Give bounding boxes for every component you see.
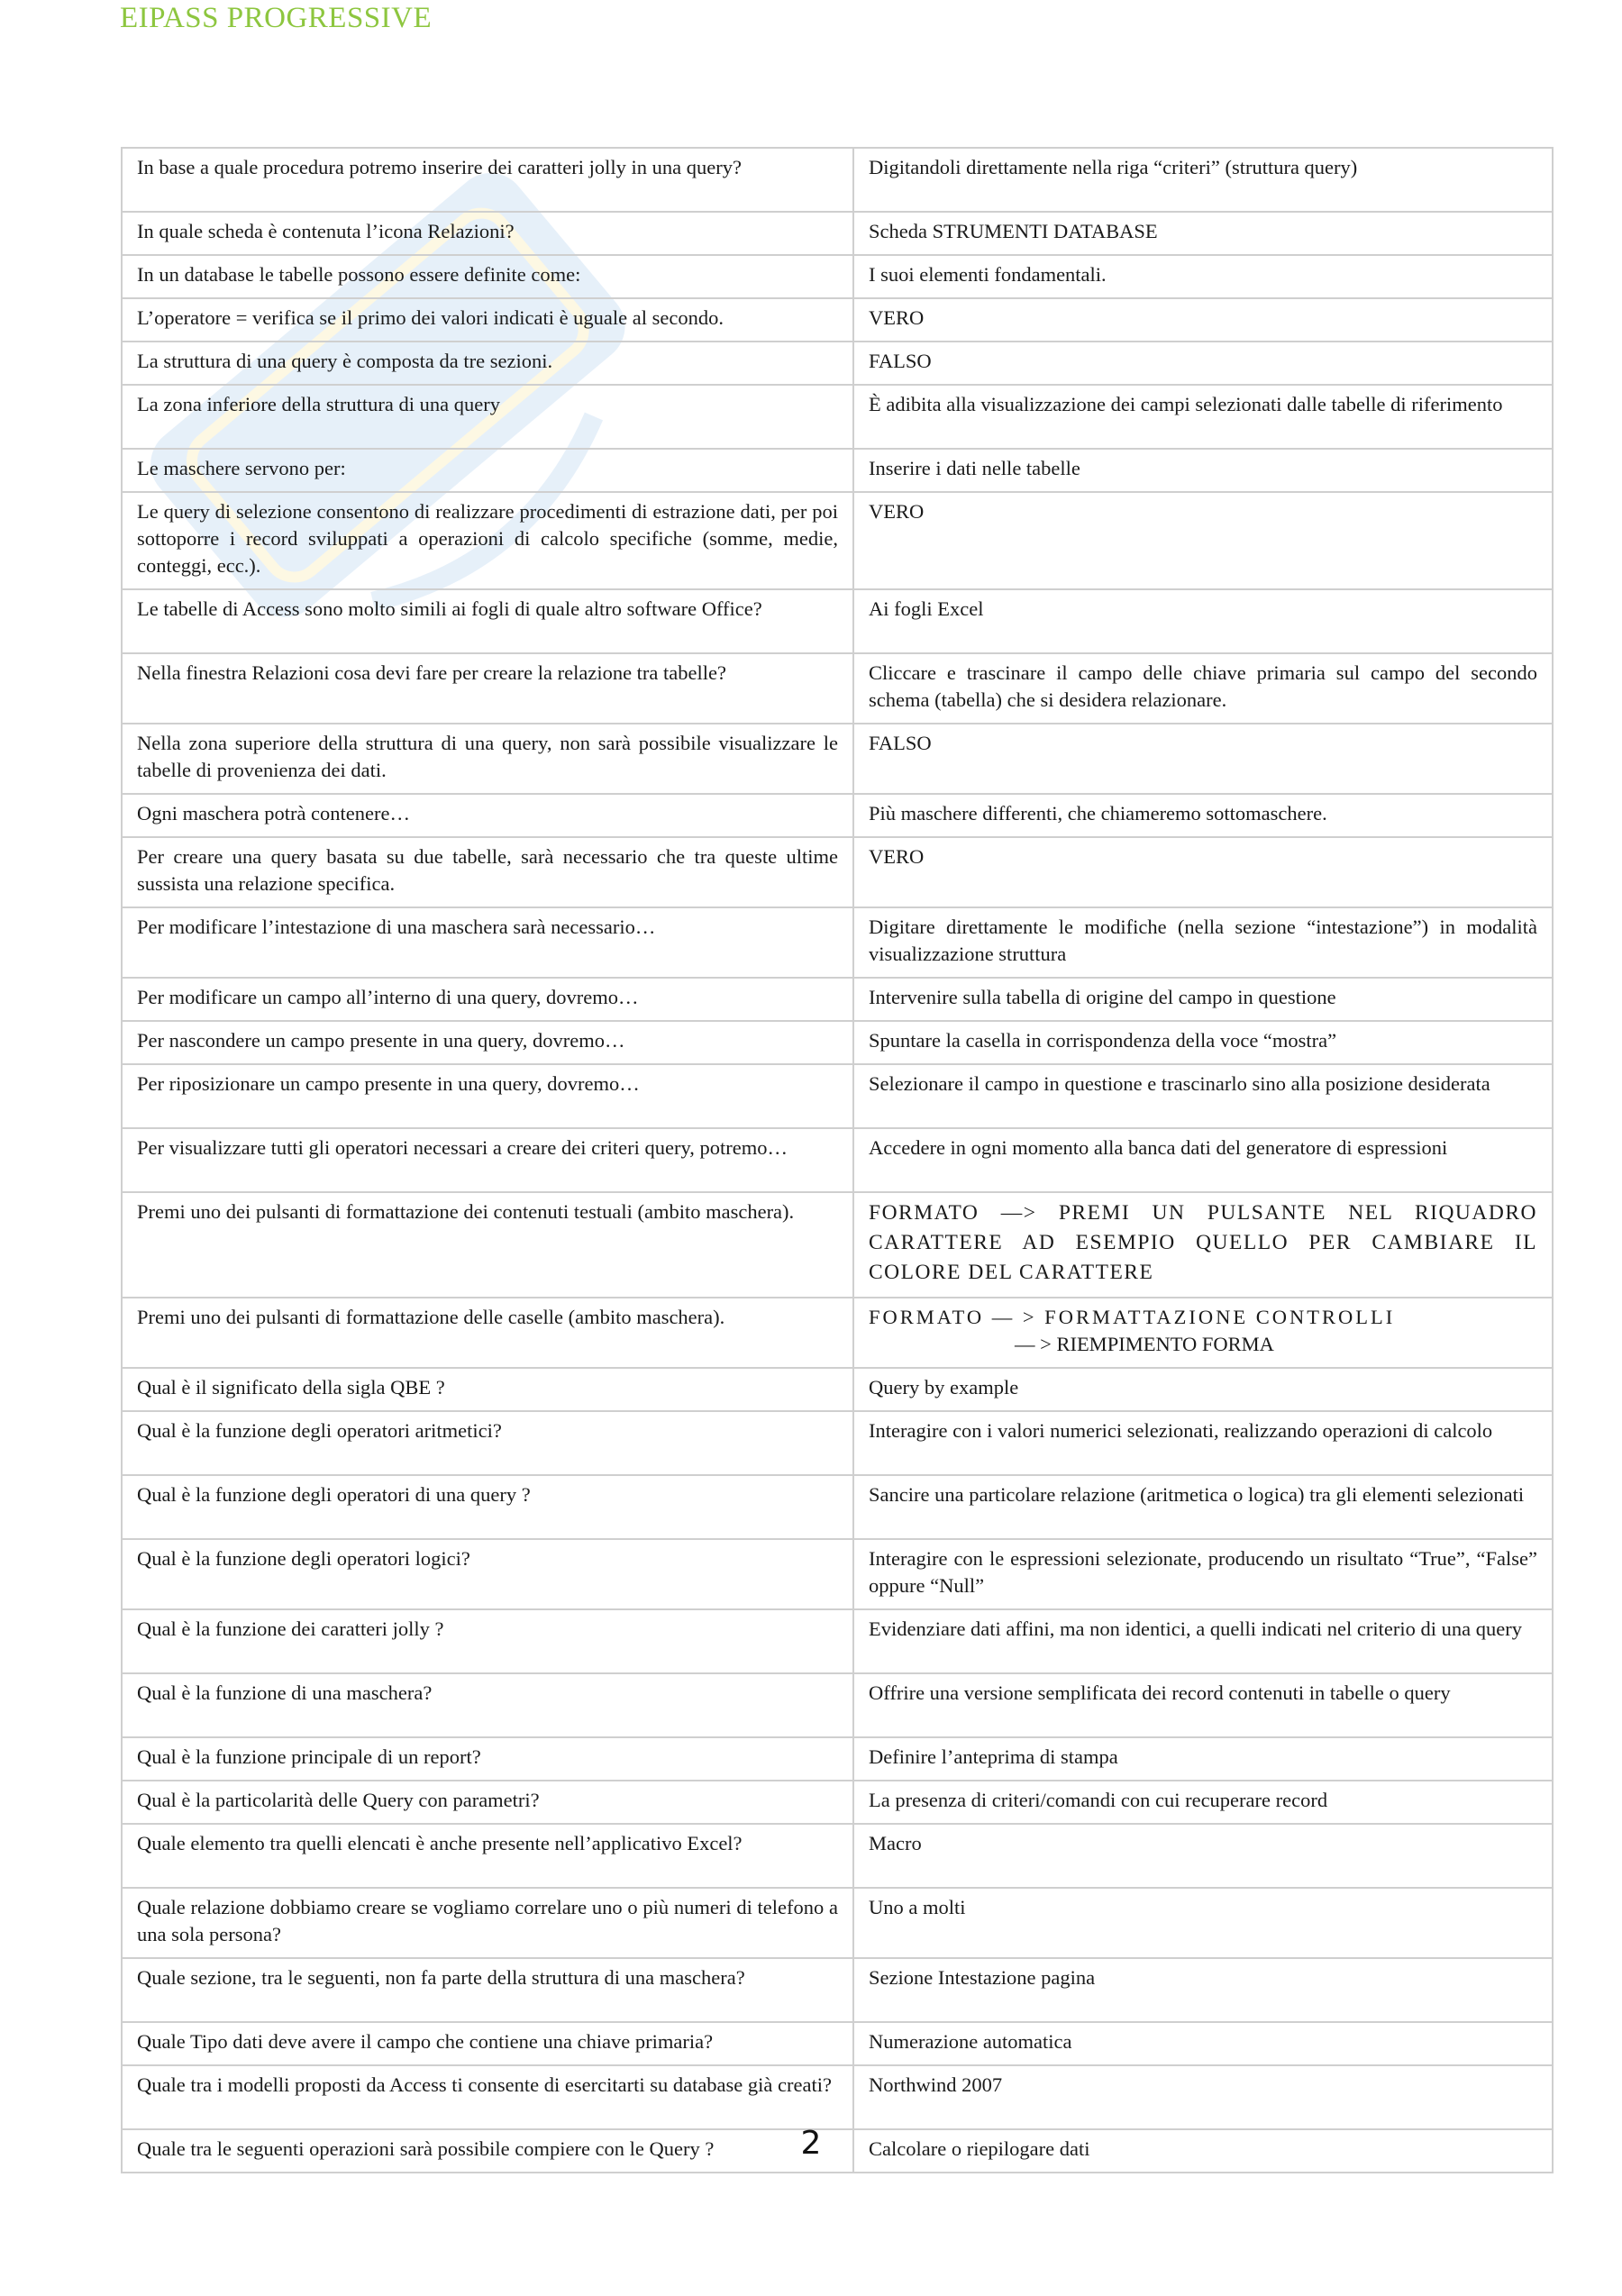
answer-cell: Accedere in ogni momento alla banca dati del generatore di espressioni bbox=[853, 1128, 1553, 1192]
table-row bbox=[122, 212, 1553, 255]
question-cell: Qual è la funzione di una maschera? bbox=[122, 1673, 853, 1737]
answer-cell: È adibita alla visualizzazione dei campi selezionati dalle tabelle di riferimento bbox=[853, 385, 1553, 449]
answer-cell: Digitare direttamente le modifiche (nella sezione “intestazione”) in modalità visualizzazione struttura bbox=[853, 907, 1553, 978]
table-row bbox=[122, 492, 1553, 589]
table-row bbox=[122, 2022, 1553, 2065]
question-cell: In un database le tabelle possono essere definite come: bbox=[122, 255, 853, 298]
page-number: 2 bbox=[800, 2125, 822, 2162]
question-cell: Per modificare un campo all’interno di una query, dovremo… bbox=[122, 978, 853, 1021]
answer-cell: Sezione Intestazione pagina bbox=[853, 1958, 1553, 2022]
answer-cell: Selezionare il campo in questione e trascinarlo sino alla posizione desiderata bbox=[853, 1064, 1553, 1128]
question-cell: Per creare una query basata su due tabelle, sarà necessario che tra queste ultime sussista una relazione specifica. bbox=[122, 837, 853, 907]
answer-cell: Interagire con i valori numerici selezionati, realizzando operazioni di calcolo bbox=[853, 1411, 1553, 1475]
table-row bbox=[122, 1298, 1553, 1368]
table-row bbox=[122, 1368, 1553, 1411]
question-cell: Quale relazione dobbiamo creare se vogliamo correlare uno o più numeri di telefono a una sola persona? bbox=[122, 1888, 853, 1958]
answer-cell: Inserire i dati nelle tabelle bbox=[853, 449, 1553, 492]
answer-cell: Evidenziare dati affini, ma non identici, a quelli indicati nel criterio di una query bbox=[853, 1609, 1553, 1673]
question-cell: Qual è la funzione dei caratteri jolly ? bbox=[122, 1609, 853, 1673]
question-cell: Ogni maschera potrà contenere… bbox=[122, 794, 853, 837]
answer-cell: Cliccare e trascinare il campo delle chiave primaria sul campo del secondo schema (tabella) che si desidera relazionare. bbox=[853, 653, 1553, 724]
question-cell: Nella finestra Relazioni cosa devi fare per creare la relazione tra tabelle? bbox=[122, 653, 853, 724]
answer-cell: FORMATO —> PREMI UN PULSANTE NEL RIQUADRO CARATTERE AD ESEMPIO QUELLO PER CAMBIARE IL COLORE DEL CARATTERE bbox=[853, 1192, 1553, 1298]
qa-table bbox=[121, 147, 1554, 2173]
question-cell: Quale sezione, tra le seguenti, non fa parte della struttura di una maschera? bbox=[122, 1958, 853, 2022]
question-cell: Qual è il significato della sigla QBE ? bbox=[122, 1368, 853, 1411]
table-row bbox=[122, 385, 1553, 449]
question-cell: Nella zona superiore della struttura di una query, non sarà possibile visualizzare le tabelle di provenienza dei dati. bbox=[122, 724, 853, 794]
question-cell: Le tabelle di Access sono molto simili ai fogli di quale altro software Office? bbox=[122, 589, 853, 653]
question-cell: Le query di selezione consentono di realizzare procedimenti di estrazione dati, per poi sottoporre i record sviluppati a operazioni di calcolo specifiche (somme, medie, conteggi, ecc.). bbox=[122, 492, 853, 589]
answer-line-1: FORMATO — > FORMATTAZIONE CONTROLLI bbox=[869, 1306, 1396, 1328]
answer-cell: Ai fogli Excel bbox=[853, 589, 1553, 653]
answer-cell: VERO bbox=[853, 837, 1553, 907]
table-row bbox=[122, 1609, 1553, 1673]
answer-cell bbox=[853, 1298, 1553, 1368]
table-row bbox=[122, 1888, 1553, 1958]
table-row bbox=[122, 255, 1553, 298]
table-row bbox=[122, 1781, 1553, 1824]
question-cell: Premi uno dei pulsanti di formattazione delle caselle (ambito maschera). bbox=[122, 1298, 853, 1368]
answer-cell: FALSO bbox=[853, 342, 1553, 385]
table-row bbox=[122, 1411, 1553, 1475]
table-row bbox=[122, 907, 1553, 978]
question-cell: La zona inferiore della struttura di una query bbox=[122, 385, 853, 449]
question-cell: Qual è la funzione degli operatori aritmetici? bbox=[122, 1411, 853, 1475]
table-row bbox=[122, 978, 1553, 1021]
table-row bbox=[122, 1539, 1553, 1609]
question-cell: Quale tra le seguenti operazioni sarà possibile compiere con le Query ? bbox=[122, 2129, 853, 2173]
answer-cell: Calcolare o riepilogare dati bbox=[853, 2129, 1553, 2173]
answer-cell: Intervenire sulla tabella di origine del campo in questione bbox=[853, 978, 1553, 1021]
table-row bbox=[122, 1737, 1553, 1781]
answer-cell: Macro bbox=[853, 1824, 1553, 1888]
answer-cell: Northwind 2007 bbox=[853, 2065, 1553, 2129]
table-row bbox=[122, 298, 1553, 342]
question-cell: La struttura di una query è composta da tre sezioni. bbox=[122, 342, 853, 385]
question-cell: Qual è la funzione principale di un report? bbox=[122, 1737, 853, 1781]
question-cell: Per riposizionare un campo presente in una query, dovremo… bbox=[122, 1064, 853, 1128]
question-cell: L’operatore = verifica se il primo dei valori indicati è uguale al secondo. bbox=[122, 298, 853, 342]
question-cell: Quale Tipo dati deve avere il campo che contiene una chiave primaria? bbox=[122, 2022, 853, 2065]
table-row bbox=[122, 2065, 1553, 2129]
table-row bbox=[122, 837, 1553, 907]
table-row bbox=[122, 1064, 1553, 1128]
document-header: EIPASS PROGRESSIVE bbox=[120, 2, 433, 34]
answer-cell: Digitandoli direttamente nella riga “criteri” (struttura query) bbox=[853, 148, 1553, 212]
table-row bbox=[122, 342, 1553, 385]
question-cell: In quale scheda è contenuta l’icona Relazioni? bbox=[122, 212, 853, 255]
table-row bbox=[122, 724, 1553, 794]
table-row bbox=[122, 1824, 1553, 1888]
question-cell: Per modificare l’intestazione di una maschera sarà necessario… bbox=[122, 907, 853, 978]
answer-line-2: — > RIEMPIMENTO FORMA bbox=[1015, 1333, 1274, 1355]
table-row bbox=[122, 653, 1553, 724]
question-cell: Qual è la funzione degli operatori di una query ? bbox=[122, 1475, 853, 1539]
question-cell: Quale elemento tra quelli elencati è anche presente nell’applicativo Excel? bbox=[122, 1824, 853, 1888]
answer-cell: Query by example bbox=[853, 1368, 1553, 1411]
answer-cell: Numerazione automatica bbox=[853, 2022, 1553, 2065]
answer-cell: VERO bbox=[853, 492, 1553, 589]
answer-cell: La presenza di criteri/comandi con cui recuperare record bbox=[853, 1781, 1553, 1824]
answer-cell: Spuntare la casella in corrispondenza della voce “mostra” bbox=[853, 1021, 1553, 1064]
answer-cell: Definire l’anteprima di stampa bbox=[853, 1737, 1553, 1781]
table-row bbox=[122, 449, 1553, 492]
question-cell: Per nascondere un campo presente in una query, dovremo… bbox=[122, 1021, 853, 1064]
question-cell: Per visualizzare tutti gli operatori necessari a creare dei criteri query, potremo… bbox=[122, 1128, 853, 1192]
table-row bbox=[122, 1128, 1553, 1192]
answer-cell: Uno a molti bbox=[853, 1888, 1553, 1958]
table-row bbox=[122, 1475, 1553, 1539]
table-row bbox=[122, 1021, 1553, 1064]
answer-cell: I suoi elementi fondamentali. bbox=[853, 255, 1553, 298]
question-cell: In base a quale procedura potremo inserire dei caratteri jolly in una query? bbox=[122, 148, 853, 212]
answer-cell: FALSO bbox=[853, 724, 1553, 794]
answer-cell: Più maschere differenti, che chiameremo sottomaschere. bbox=[853, 794, 1553, 837]
table-row bbox=[122, 148, 1553, 212]
table-row bbox=[122, 589, 1553, 653]
question-cell: Le maschere servono per: bbox=[122, 449, 853, 492]
table-row bbox=[122, 1673, 1553, 1737]
question-cell: Qual è la particolarità delle Query con parametri? bbox=[122, 1781, 853, 1824]
answer-cell: Interagire con le espressioni selezionate, producendo un risultato “True”, “False” oppure “Null” bbox=[853, 1539, 1553, 1609]
table-row bbox=[122, 1192, 1553, 1298]
answer-cell: Offrire una versione semplificata dei record contenuti in tabelle o query bbox=[853, 1673, 1553, 1737]
answer-cell: Sancire una particolare relazione (aritmetica o logica) tra gli elementi selezionati bbox=[853, 1475, 1553, 1539]
question-cell: Premi uno dei pulsanti di formattazione dei contenuti testuali (ambito maschera). bbox=[122, 1192, 853, 1298]
answer-cell: VERO bbox=[853, 298, 1553, 342]
question-cell: Quale tra i modelli proposti da Access ti consente di esercitarti su database già creati? bbox=[122, 2065, 853, 2129]
table-row bbox=[122, 794, 1553, 837]
answer-cell: Scheda STRUMENTI DATABASE bbox=[853, 212, 1553, 255]
table-row bbox=[122, 1958, 1553, 2022]
question-cell: Qual è la funzione degli operatori logici? bbox=[122, 1539, 853, 1609]
